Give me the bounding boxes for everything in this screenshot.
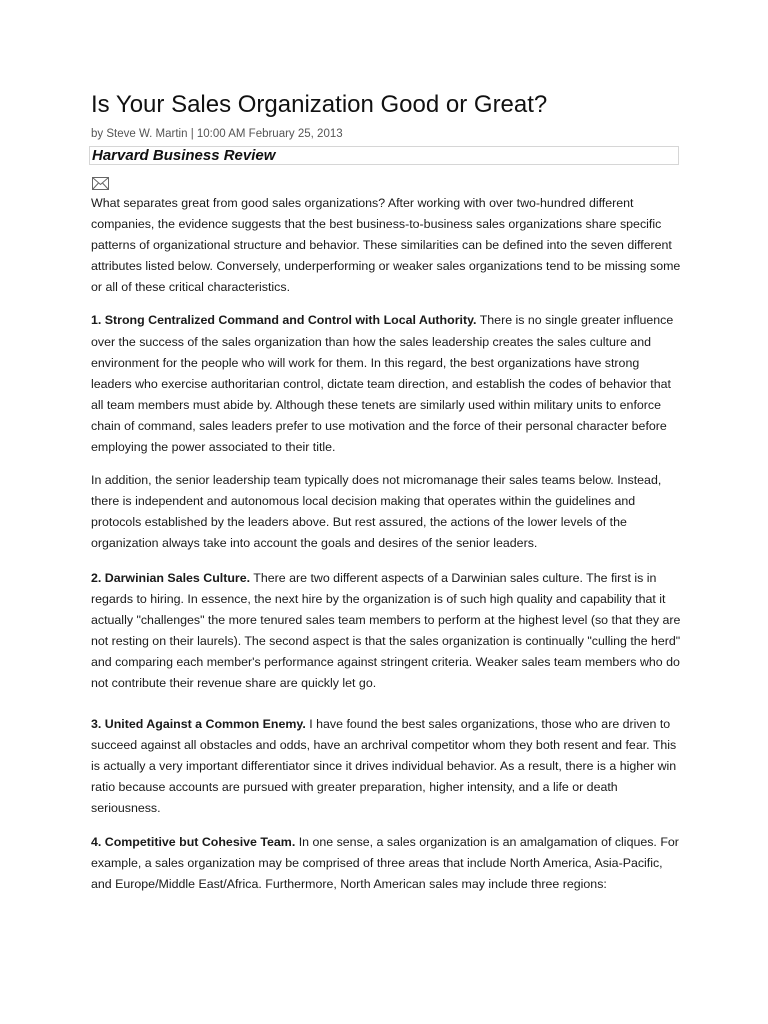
paragraph-text: There is no single greater influence over the success of the sales organization than how the sales leadership creates the sales culture and environment for the people who will work for them. In this regard, the best organizations have strong leaders who exercise authoritarian control, dictate team direction, and establish the codes of behavior that all team members must abide by. Although these tenets are similarly used within military units to enforce chain of command, sales leaders prefer to use motivation and the force of their personal character before employing the power associated to their title.: [91, 313, 674, 455]
paragraph-text: I have found the best sales organizations, those who are driven to succeed against all obstacles and odds, have an archrival competitor whom they both resent and fear. This is actually a very important differentiator since it drives individual behavior. As a result, there is a higher win ratio because accounts are pursued with greater preparation, higher intensity, and a life or death seriousness.: [91, 717, 677, 816]
publication-name: Harvard Business Review: [92, 147, 276, 164]
envelope-icon[interactable]: [92, 177, 109, 190]
paragraph-heading: 2. Darwinian Sales Culture.: [91, 570, 251, 585]
paragraph-heading: 1. Strong Centralized Command and Control with Local Authority.: [91, 313, 477, 328]
source-bar: [89, 146, 679, 165]
paragraph-heading: 3. United Against a Common Enemy.: [91, 717, 306, 732]
article-byline: by Steve W. Martin | 10:00 AM February 25, 2013: [91, 128, 343, 140]
paragraph-point-2: [91, 568, 683, 695]
paragraph-text: There are two different aspects of a Darwinian sales culture. The first is in regards to hiring. In essence, the next hire by the organization is of such high quality and capability that it actually "challenges" the more tenured sales team members to perform at the highest level (so that they are not resting on their laurels). The second aspect is that the sales organization is continually "culling the herd" and comparing each member's performance against stringent criteria. Weaker sales team members who do not contribute their revenue share are quickly let go.: [91, 570, 681, 690]
paragraph-point-4: [91, 832, 683, 895]
paragraph-text: In addition, the senior leadership team typically does not micromanage their sales teams below. Instead, there is independent and autonomous local decision making that operates within the guidelines and protocols established by the leaders above. But rest assured, the actions of the lower levels of the organization always take into account the goals and desires of the senior leaders.: [91, 473, 662, 551]
article-body: [91, 193, 683, 895]
paragraph-heading: 4. Competitive but Cohesive Team.: [91, 834, 296, 849]
paragraph-intro: [91, 193, 683, 298]
paragraph-point-3: [91, 714, 683, 819]
article-title: Is Your Sales Organization Good or Great?: [91, 91, 548, 118]
paragraph-text: What separates great from good sales organizations? After working with over two-hundred different companies, the evidence suggests that the best business-to-business sales organizations share specific patterns of organizational structure and behavior. These similarities can be defined into the seven different attributes listed below. Conversely, underperforming or weaker sales organizations tend to be missing some or all of these critical characteristics.: [91, 196, 681, 295]
paragraph-point-1: [91, 310, 683, 458]
paragraph-text: In one sense, a sales organization is an amalgamation of cliques. For example, a sales organization may be comprised of three areas that include North America, Asia-Pacific, and Europe/Middle East/Africa. Furthermore, North American sales may include three regions:: [91, 834, 679, 891]
paragraph-point-1-continued: [91, 470, 683, 554]
